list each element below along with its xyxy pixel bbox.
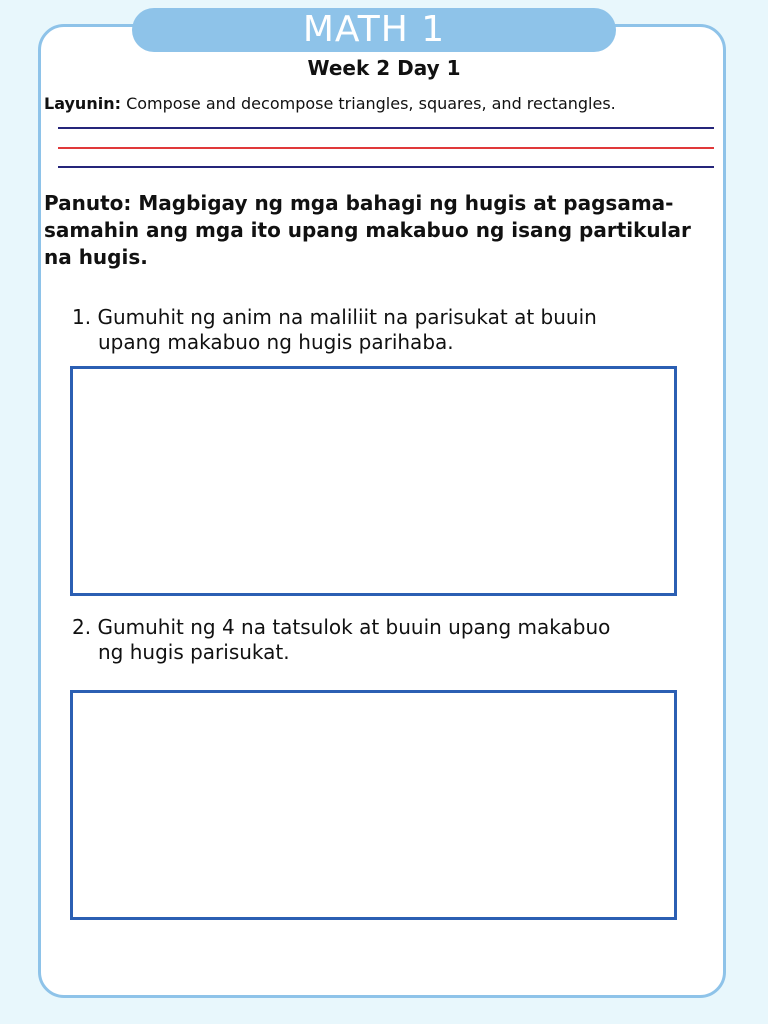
handwriting-bottom-line xyxy=(58,166,714,168)
question-2-line1: Gumuhit ng 4 na tatsulok at buuin upang makabuo xyxy=(97,615,611,639)
question-1-number: 1. xyxy=(72,305,92,329)
subject-title-banner xyxy=(132,8,616,52)
question-2-number: 2. xyxy=(72,615,92,639)
week-day-heading: Week 2 Day 1 xyxy=(307,56,461,80)
objective-label: Layunin: xyxy=(44,94,121,113)
answer-box-2[interactable] xyxy=(70,690,677,920)
handwriting-lines[interactable] xyxy=(58,127,714,169)
question-2-line2: ng hugis parisukat. xyxy=(98,640,290,664)
question-1-line2: upang makabuo ng hugis parihaba. xyxy=(98,330,454,354)
question-1 xyxy=(72,305,712,355)
answer-box-1[interactable] xyxy=(70,366,677,596)
handwriting-top-line xyxy=(58,127,714,129)
objective-text: Compose and decompose triangles, squares, and rectangles. xyxy=(126,94,616,113)
objective xyxy=(44,92,744,116)
question-2 xyxy=(72,615,712,665)
handwriting-middle-line xyxy=(58,147,714,149)
question-1-line1: Gumuhit ng anim na maliliit na parisukat at buuin xyxy=(97,305,597,329)
instruction-text: Panuto: Magbigay ng mga bahagi ng hugis at pagsama-samahin ang mga ito upang makabuo ng isang partikular na hugis. xyxy=(44,191,691,269)
subject-title: MATH 1 xyxy=(302,9,446,50)
